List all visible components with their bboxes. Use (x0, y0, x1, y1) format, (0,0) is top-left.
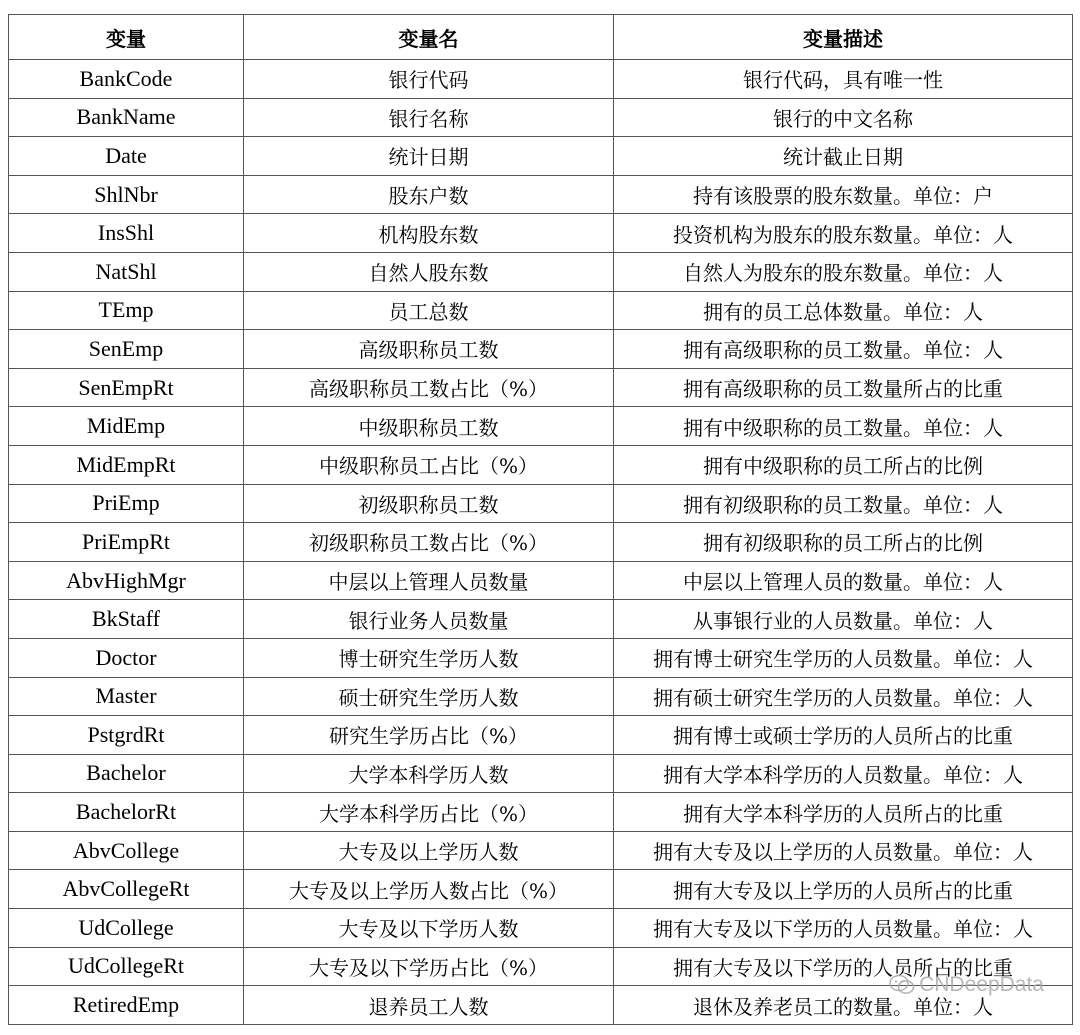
variable-name-cell: 员工总数 (244, 291, 614, 330)
table-row (9, 986, 1073, 1025)
variable-description-cell: 拥有博士研究生学历的人员数量。单位：人 (614, 638, 1073, 677)
table-row (9, 137, 1073, 176)
table-row (9, 754, 1073, 793)
variable-name-cell: 自然人股东数 (244, 252, 614, 291)
table-row (9, 638, 1073, 677)
table-row (9, 98, 1073, 137)
variable-description-cell: 银行的中文名称 (614, 98, 1073, 137)
variable-name-cell: 大专及以下学历占比（%） (244, 947, 614, 986)
variable-description-cell: 拥有高级职称的员工数量。单位：人 (614, 330, 1073, 369)
variable-name-cell: 大专及以下学历人数 (244, 909, 614, 948)
variable-name-cell: 硕士研究生学历人数 (244, 677, 614, 716)
variable-description-cell: 持有该股票的股东数量。单位：户 (614, 175, 1073, 214)
variable-description-cell: 统计截止日期 (614, 137, 1073, 176)
table-row (9, 600, 1073, 639)
variable-description-cell: 拥有大专及以上学历的人员所占的比重 (614, 870, 1073, 909)
variable-description-cell: 投资机构为股东的股东数量。单位：人 (614, 214, 1073, 253)
header-variable-description: 变量描述 (614, 15, 1073, 60)
variable-code-cell: PstgrdRt (9, 716, 244, 755)
variable-description-cell: 拥有大学本科学历的人员数量。单位：人 (614, 754, 1073, 793)
variable-name-cell: 大学本科学历人数 (244, 754, 614, 793)
variable-description-cell: 中层以上管理人员的数量。单位：人 (614, 561, 1073, 600)
variable-code-cell: PriEmpRt (9, 523, 244, 562)
variable-description-cell: 拥有高级职称的员工数量所占的比重 (614, 368, 1073, 407)
variable-name-cell: 中级职称员工数 (244, 407, 614, 446)
table-row (9, 252, 1073, 291)
variable-name-cell: 机构股东数 (244, 214, 614, 253)
table-row (9, 407, 1073, 446)
variable-code-cell: UdCollege (9, 909, 244, 948)
table-row (9, 60, 1073, 99)
variable-table (8, 14, 1073, 1025)
variable-name-cell: 大专及以上学历人数占比（%） (244, 870, 614, 909)
variable-code-cell: BkStaff (9, 600, 244, 639)
variable-name-cell: 高级职称员工数占比（%） (244, 368, 614, 407)
variable-description-cell: 从事银行业的人员数量。单位：人 (614, 600, 1073, 639)
table-row (9, 214, 1073, 253)
table-row (9, 445, 1073, 484)
variable-code-cell: MidEmp (9, 407, 244, 446)
variable-code-cell: AbvHighMgr (9, 561, 244, 600)
variable-name-cell: 大学本科学历占比（%） (244, 793, 614, 832)
variable-name-cell: 初级职称员工数占比（%） (244, 523, 614, 562)
table-body (9, 60, 1073, 1025)
table-row (9, 870, 1073, 909)
watermark-text: CNDeepData (919, 973, 1044, 996)
table-row (9, 947, 1073, 986)
variable-code-cell: InsShl (9, 214, 244, 253)
table-row (9, 368, 1073, 407)
table-row (9, 909, 1073, 948)
variable-name-cell: 统计日期 (244, 137, 614, 176)
variable-name-cell: 银行名称 (244, 98, 614, 137)
variable-name-cell: 中层以上管理人员数量 (244, 561, 614, 600)
variable-name-cell: 股东户数 (244, 175, 614, 214)
variable-description-cell: 拥有大学本科学历的人员所占的比重 (614, 793, 1073, 832)
variable-description-cell: 银行代码，具有唯一性 (614, 60, 1073, 99)
table-row (9, 716, 1073, 755)
variable-code-cell: MidEmpRt (9, 445, 244, 484)
variable-code-cell: Master (9, 677, 244, 716)
variable-name-cell: 大专及以上学历人数 (244, 831, 614, 870)
variable-description-cell: 拥有中级职称的员工数量。单位：人 (614, 407, 1073, 446)
variable-description-cell: 拥有初级职称的员工数量。单位：人 (614, 484, 1073, 523)
table-row (9, 523, 1073, 562)
variable-code-cell: SenEmpRt (9, 368, 244, 407)
variable-code-cell: SenEmp (9, 330, 244, 369)
table-row (9, 484, 1073, 523)
table-row (9, 677, 1073, 716)
variable-name-cell: 银行代码 (244, 60, 614, 99)
header-variable: 变量 (9, 15, 244, 60)
variable-name-cell: 退养员工人数 (244, 986, 614, 1025)
variable-code-cell: RetiredEmp (9, 986, 244, 1025)
variable-description-cell: 自然人为股东的股东数量。单位：人 (614, 252, 1073, 291)
variable-code-cell: AbvCollegeRt (9, 870, 244, 909)
variable-code-cell: Bachelor (9, 754, 244, 793)
header-variable-name: 变量名 (244, 15, 614, 60)
variable-code-cell: PriEmp (9, 484, 244, 523)
variable-description-cell: 拥有初级职称的员工所占的比例 (614, 523, 1073, 562)
variable-name-cell: 研究生学历占比（%） (244, 716, 614, 755)
variable-name-cell: 银行业务人员数量 (244, 600, 614, 639)
variable-description-cell: 拥有中级职称的员工所占的比例 (614, 445, 1073, 484)
variable-name-cell: 博士研究生学历人数 (244, 638, 614, 677)
variable-code-cell: BankCode (9, 60, 244, 99)
variable-description-cell: 拥有硕士研究生学历的人员数量。单位：人 (614, 677, 1073, 716)
variable-code-cell: TEmp (9, 291, 244, 330)
variable-description-cell: 拥有大专及以上学历的人员数量。单位：人 (614, 831, 1073, 870)
variable-description-cell: 退休及养老员工的数量。单位：人 (614, 986, 1073, 1025)
variable-name-cell: 初级职称员工数 (244, 484, 614, 523)
variable-description-cell: 拥有的员工总体数量。单位：人 (614, 291, 1073, 330)
variable-code-cell: ShlNbr (9, 175, 244, 214)
variable-code-cell: AbvCollege (9, 831, 244, 870)
variable-description-cell: 拥有大专及以下学历的人员数量。单位：人 (614, 909, 1073, 948)
table-row (9, 793, 1073, 832)
variable-code-cell: Doctor (9, 638, 244, 677)
variable-code-cell: Date (9, 137, 244, 176)
table-header-row (9, 15, 1073, 60)
table-row (9, 330, 1073, 369)
table-row (9, 561, 1073, 600)
table-row (9, 831, 1073, 870)
variable-description-cell: 拥有博士或硕士学历的人员所占的比重 (614, 716, 1073, 755)
variable-code-cell: UdCollegeRt (9, 947, 244, 986)
variable-code-cell: NatShl (9, 252, 244, 291)
variable-description-cell: 拥有大专及以下学历的人员所占的比重 (614, 947, 1073, 986)
table-row (9, 291, 1073, 330)
table-row (9, 175, 1073, 214)
variable-code-cell: BankName (9, 98, 244, 137)
variable-code-cell: BachelorRt (9, 793, 244, 832)
variable-name-cell: 高级职称员工数 (244, 330, 614, 369)
variable-name-cell: 中级职称员工占比（%） (244, 445, 614, 484)
